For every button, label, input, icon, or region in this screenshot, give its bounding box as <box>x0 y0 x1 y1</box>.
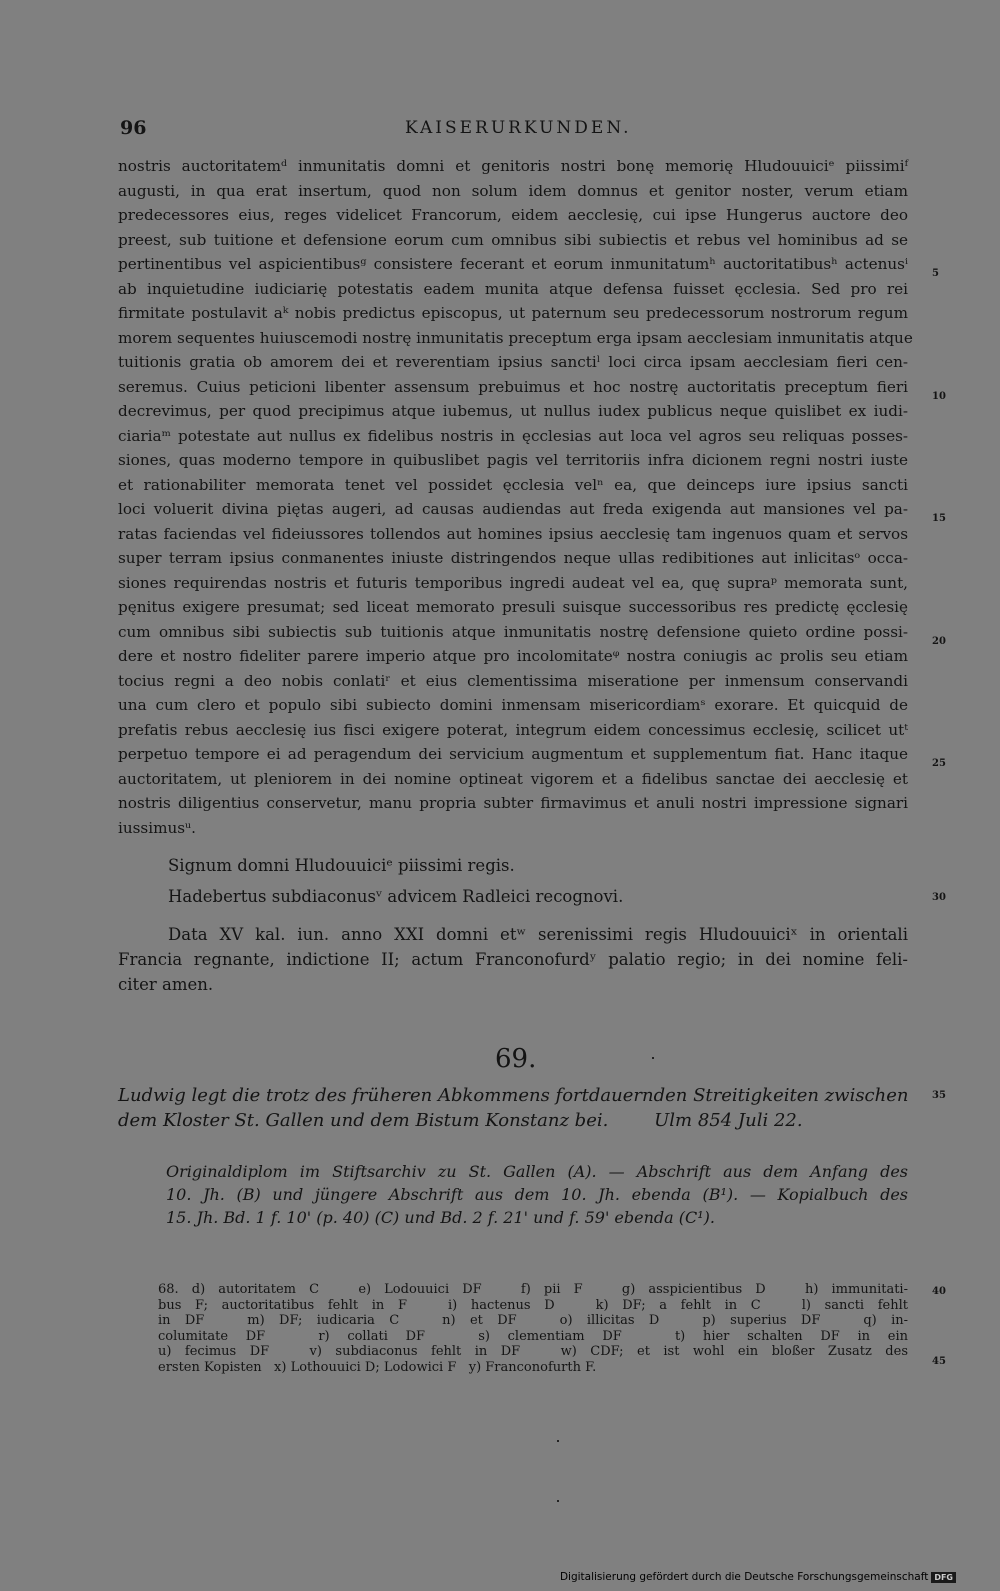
body-line: pertinentibus vel aspicientibusᵍ consistere fecerant et eorum inmunitatumʰ auctoritatibusʰ actenusⁱ <box>118 255 908 273</box>
margin-line-number: 15 <box>932 513 946 524</box>
margin-line-number: 5 <box>932 268 939 279</box>
page-number: 96 <box>120 117 147 139</box>
body-line: siones requirendas nostris et futuris temporibus ingredi audeat vel ea, quę supraᵖ memorata sunt, <box>118 573 908 592</box>
apparatus-line: u) fecimus DF v) subdiaconus fehlt in DF w) CDF; et ist wohl ein bloßer Zusatz des <box>158 1344 908 1359</box>
recognition-line: Hadebertus subdiaconusᵛ advicem Radleici recognovi. <box>168 887 624 906</box>
document-number: 69. <box>495 1044 537 1074</box>
body-line: dere et nostro fideliter parere imperio atque pro incolomitateᵠ nostra coniugis ac prolis seu etiam <box>118 647 908 665</box>
apparatus-line: columitate DF r) collati DF s) clementiam DF t) hier schalten DF in ein <box>158 1328 908 1344</box>
source-tradition <box>166 1160 908 1229</box>
body-line: preest, sub tuitione et defensione eorum cum omnibus sibi subiectis et rebus vel hominibus ad se <box>118 230 908 249</box>
margin-line-number: 35 <box>932 1090 946 1101</box>
speck <box>652 1057 654 1059</box>
margin-line-number: 30 <box>932 892 946 903</box>
date-line: Data XV kal. iun. anno XXI domni etʷ serenissimi regis Hludouuiciˣ in orientali <box>168 925 908 944</box>
body-line: decrevimus, per quod precipimus atque iubemus, ut nullus iudex publicus neque quislibet ex iudi- <box>118 402 908 420</box>
body-line: nostris auctoritatemᵈ inmunitatis domni et genitoris nostri bonę memorię Hludouuiciᵉ piissimiᶠ <box>118 157 908 175</box>
apparatus-line: in DF m) DF; iudicaria C n) et DF o) illicitas D p) superius DF q) in- <box>158 1313 908 1328</box>
body-line: ciariaᵐ potestate aut nullus ex fidelibus nostris in ęcclesias aut loca vel agros seu reliquas posses- <box>118 426 908 445</box>
body-line: super terram ipsius conmanentes iniuste distringendos neque ullas redibitiones aut inlicitasᵒ occa- <box>118 549 908 567</box>
body-line: prefatis rebus aecclesię ius fisci exigere poterat, integrum eidem concessimus ecclesię, scilicet utᵗ <box>118 720 908 739</box>
funding-credit: Digitalisierung gefördert durch die Deutsche Forschungsgemeinschaft <box>559 1571 929 1583</box>
body-line: auctoritatem, ut pleniorem in dei nomine optineat vigorem et a fidelibus sanctae dei aecclesię et <box>118 769 908 788</box>
body-line: augusti, in qua erat insertum, quod non solum idem domnus et genitor noster, verum etiam <box>118 181 908 200</box>
body-line: perpetuo tempore ei ad peragendum dei servicium augmentum et supplementum fiat. Hanc itaque <box>118 745 908 763</box>
body-line: nostris diligentius conservetur, manu propria subter firmavimus et anuli nostri impressione signari <box>118 794 908 812</box>
body-line: ab inquietudine iudiciarię potestatis eadem munita atque defensa fuisset ęcclesia. Sed pro rei <box>118 279 908 298</box>
margin-line-number: 45 <box>932 1356 946 1367</box>
body-line: pęnitus exigere presumat; sed liceat memorato presuli suisque successoribus res predictę ęcclesię <box>118 598 908 616</box>
body-line: una cum clero et populo sibi subiecto domini inmensam misericordiamˢ exorare. Et quicquid de <box>118 696 908 714</box>
dating-clause <box>118 922 908 997</box>
regest-summary <box>118 1083 908 1133</box>
apparatus-line: bus F; auctoritatibus fehlt in F i) hactenus D k) DF; a fehlt in C l) sancti fehlt <box>158 1297 908 1313</box>
speck <box>557 1500 559 1502</box>
critical-apparatus <box>158 1282 908 1375</box>
charter-body-text <box>118 154 913 840</box>
margin-line-number: 20 <box>932 636 946 647</box>
margin-line-number: 40 <box>932 1286 946 1297</box>
body-line: seremus. Cuius peticioni libenter assensum prebuimus et hoc nostrę auctoritatis preceptum fieri <box>118 377 908 396</box>
body-line: firmitate postulavit aᵏ nobis predictus episcopus, ut paternum seu predecessorum nostrorum regum <box>118 304 908 322</box>
body-line: iussimusᵘ. <box>118 818 196 837</box>
body-line: tocius regni a deo nobis conlatiʳ et eius clementissima miseratione per inmensum conservandi <box>118 671 908 690</box>
regest-line: Ludwig legt die trotz des früheren Abkommens fortdauernden Streitigkeiten zwischen <box>118 1085 909 1106</box>
body-line: ratas faciendas vel fideiussores tollendos aut homines ipsius aecclesię tam ingenuos quam et servos <box>118 524 908 543</box>
margin-line-number: 25 <box>932 758 946 769</box>
apparatus-line: ersten Kopisten x) Lothouuici D; Lodowici F y) Franconofurth F. <box>158 1359 597 1375</box>
date-line: Francia regnante, indictione II; actum Franconofurdʸ palatio regio; in dei nomine feli- <box>118 950 908 969</box>
source-line: Originaldiplom im Stiftsarchiv zu St. Gallen (A). — Abschrift aus dem Anfang des <box>166 1162 908 1181</box>
body-line: tuitionis gratia ob amorem dei et reverentiam ipsius sanctiˡ loci circa ipsam aecclesiam fieri cen- <box>118 353 908 371</box>
body-line: cum omnibus sibi subiectis sub tuitionis atque inmunitatis nostrę defensione quieto ordine possi- <box>118 622 908 641</box>
body-line: loci voluerit divina piętas augeri, ad causas audiendas aut freda exigenda aut mansiones vel pa- <box>118 500 908 518</box>
source-line: 10. Jh. (B) und jüngere Abschrift aus dem 10. Jh. ebenda (B¹). — Kopialbuch des <box>166 1185 908 1204</box>
body-line: et rationabiliter memorata tenet vel possidet ęcclesia velⁿ ea, que deinceps iure ipsius sancti <box>118 475 908 494</box>
running-title: KAISERURKUNDEN. <box>405 118 632 138</box>
regest-line: dem Kloster St. Gallen und dem Bistum Konstanz bei. Ulm 854 Juli 22. <box>118 1110 803 1131</box>
apparatus-line: 68. d) autoritatem C e) Lodouuici DF f) pii F g) asspicientibus D h) immunitati- <box>158 1282 908 1297</box>
body-line: morem sequentes huiuscemodi nostrę inmunitatis preceptum erga ipsam aecclesiam inmunitatis atque <box>118 328 913 347</box>
date-line: citer amen. <box>118 975 214 994</box>
margin-line-number: 10 <box>932 391 946 402</box>
body-line: siones, quas moderno tempore in quibuslibet pagis vel territoriis infra dicionem regni nostri iuste <box>118 451 908 469</box>
body-line: predecessores eius, reges videlicet Francorum, eidem aecclesię, cui ipse Hungerus auctore deo <box>118 206 908 224</box>
signum-line: Signum domni Hludouuiciᵉ piissimi regis. <box>168 856 515 875</box>
speck <box>557 1440 559 1442</box>
dfg-logo: DFG <box>931 1572 956 1583</box>
digitization-footer <box>560 1571 956 1583</box>
source-line: 15. Jh. Bd. 1 f. 10' (p. 40) (C) und Bd. 2 f. 21' und f. 59' ebenda (C¹). <box>166 1208 716 1227</box>
